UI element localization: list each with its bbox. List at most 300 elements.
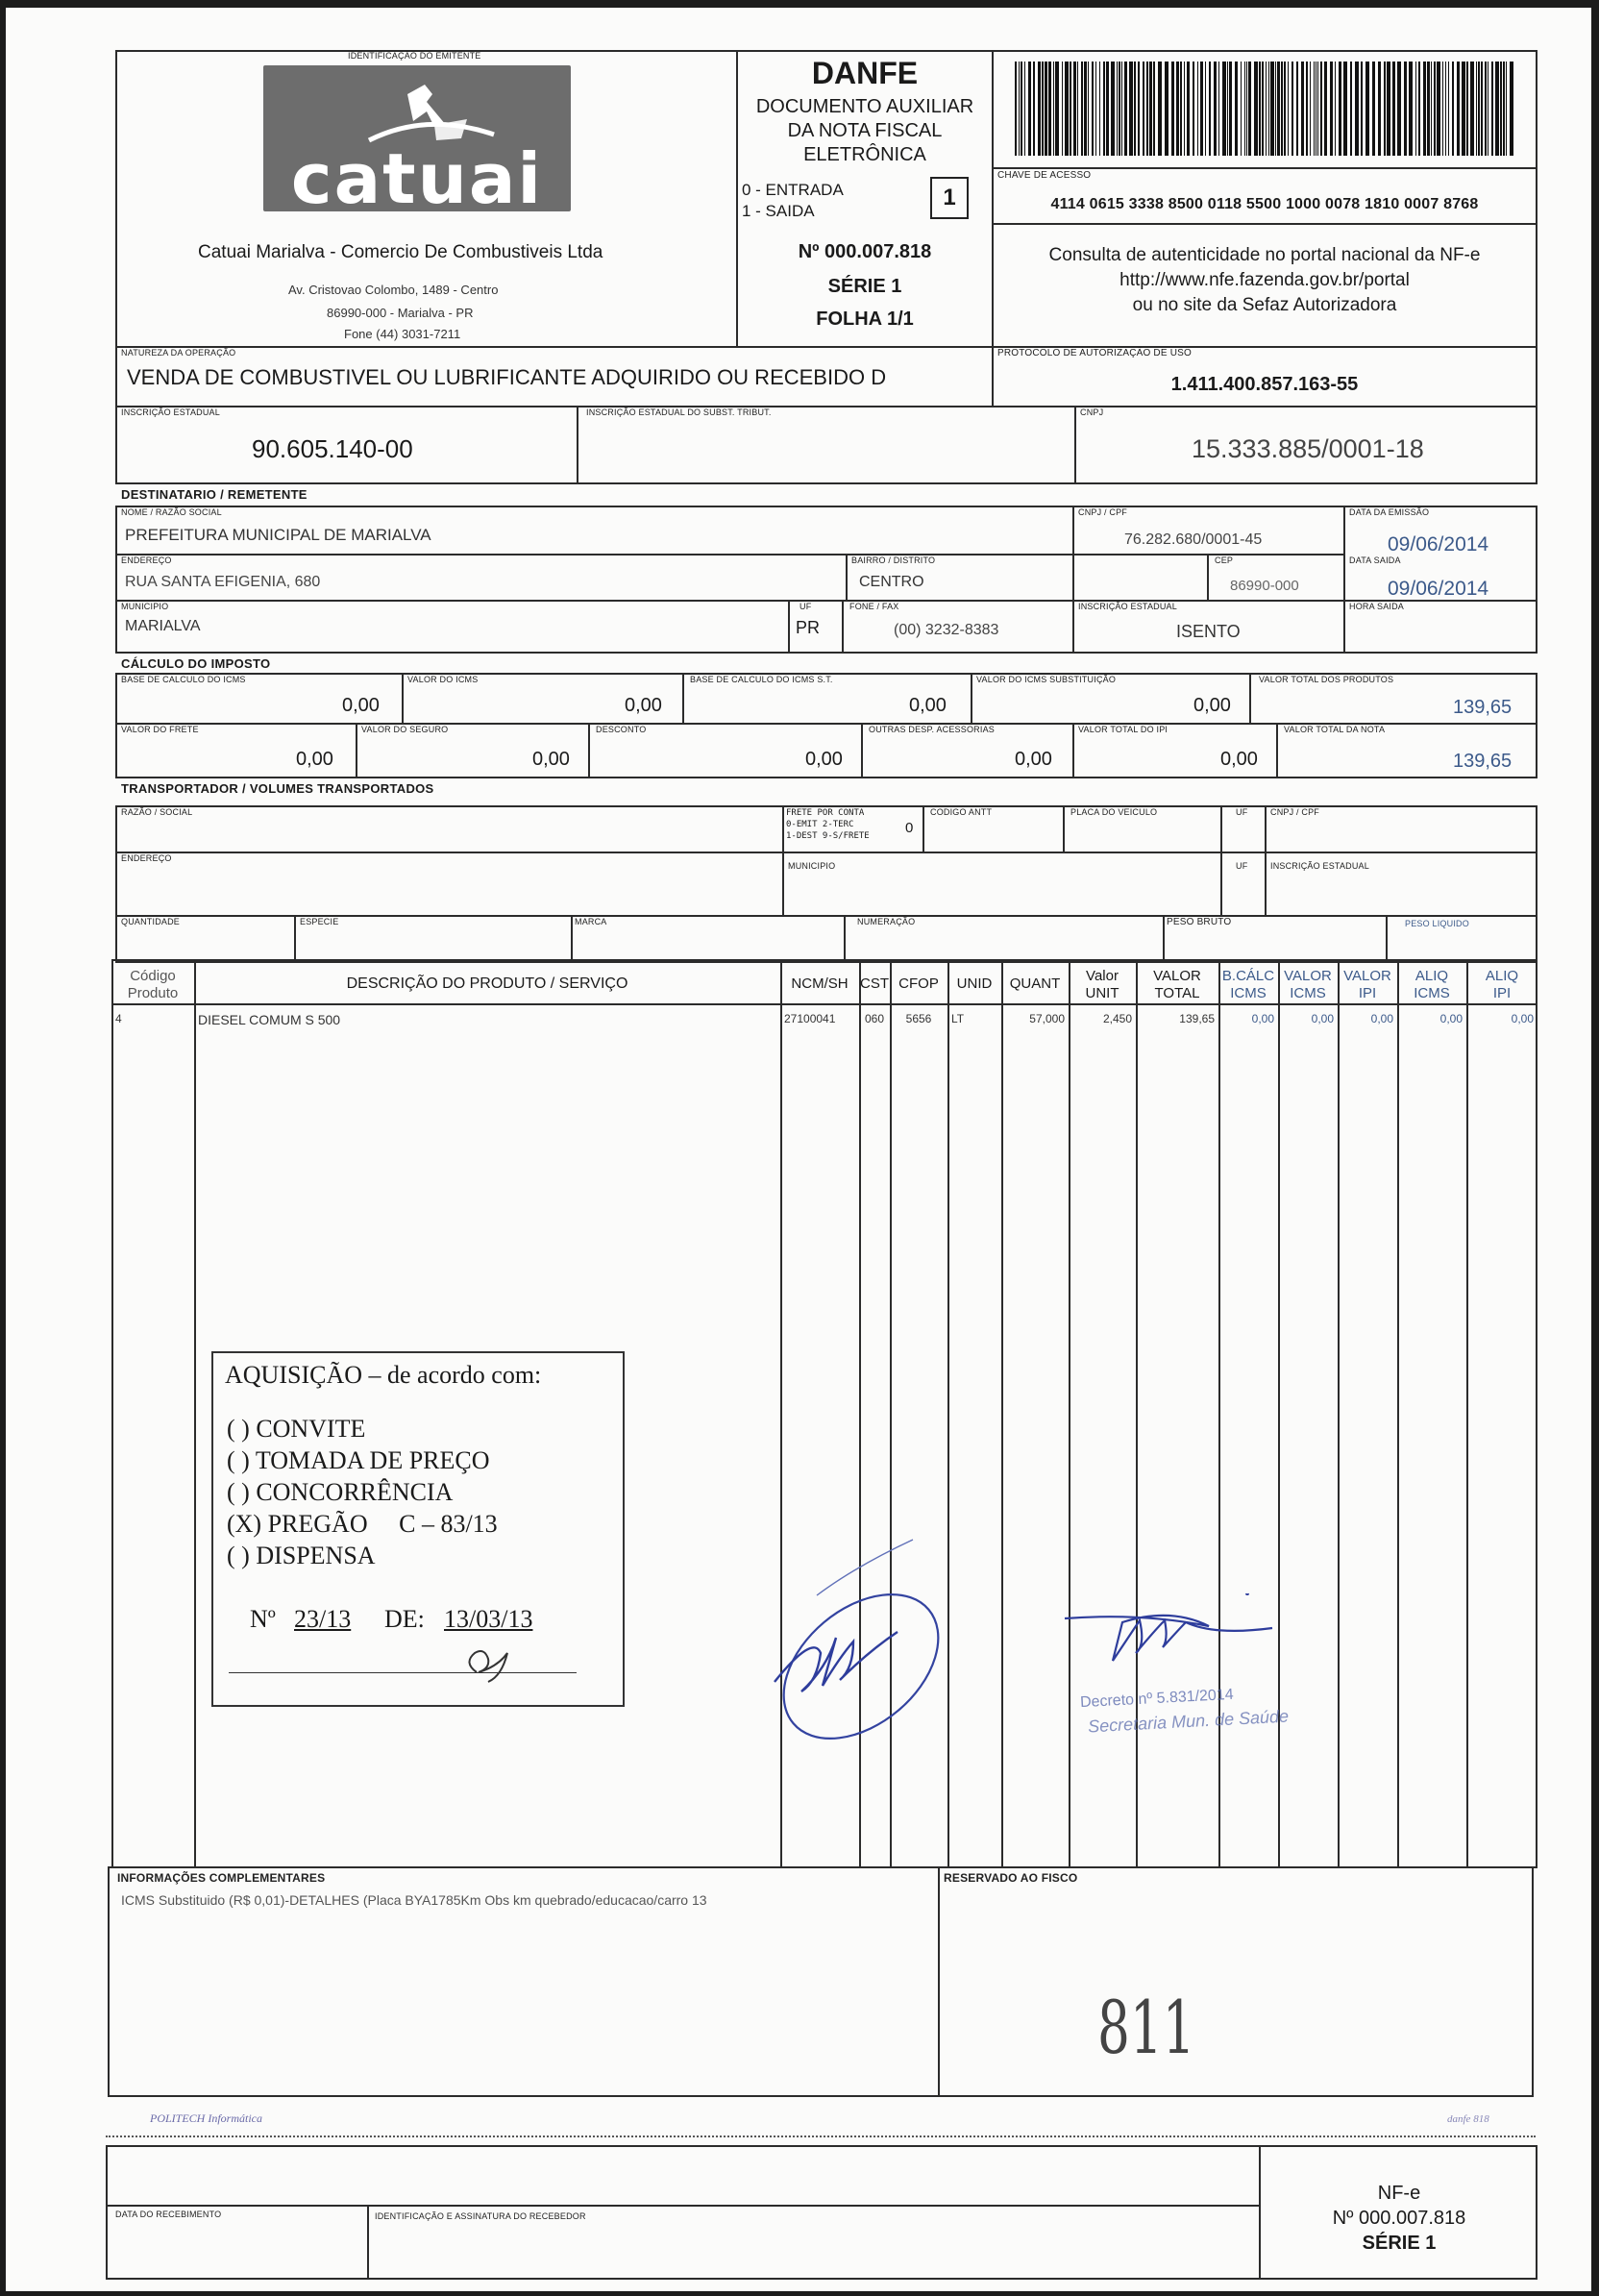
barcode-bar xyxy=(1387,62,1390,156)
barcode-bar xyxy=(1153,62,1155,156)
column-header-line2: ICMS xyxy=(1290,985,1326,1001)
column-header: Valor xyxy=(1086,968,1119,984)
dest-ie-value: ISENTO xyxy=(1176,622,1241,641)
dest-municipio-label: MUNICIPIO xyxy=(121,602,169,611)
cut-line xyxy=(106,2136,1536,2137)
nf-number: Nº 000.007.818 xyxy=(798,241,932,262)
consulta-line3: ou no site da Sefaz Autorizadora xyxy=(1132,295,1397,315)
barcode-bar xyxy=(1254,62,1258,156)
barcode-bar xyxy=(1205,62,1206,156)
dest-nome-value: PREFEITURA MUNICIPAL DE MARIALVA xyxy=(125,526,431,544)
barcode-bar xyxy=(1244,62,1245,156)
ie-label: INSCRIÇÃO ESTADUAL xyxy=(121,407,220,417)
emitter-cep-city: 86990-000 - Marialva - PR xyxy=(327,306,474,320)
peso-liq-label: PESO LIQUIDO xyxy=(1405,919,1469,928)
dest-uf-value: PR xyxy=(796,618,821,637)
barcode-bar xyxy=(1275,62,1276,156)
barcode-bar xyxy=(1048,62,1051,156)
table-cell: 2,450 xyxy=(1102,1012,1132,1025)
stamp-initials-signature xyxy=(448,1643,525,1691)
bc-st-label: BASE DE CALCULO DO ICMS S.T. xyxy=(690,675,833,684)
barcode-bar xyxy=(1466,62,1468,156)
barcode-bar xyxy=(1259,62,1261,156)
barcode-bar xyxy=(1187,62,1190,156)
column-header: CFOP xyxy=(898,975,939,992)
stamp-num-prefix: Nº xyxy=(250,1605,276,1633)
divider xyxy=(1072,506,1074,602)
antt-label: CODIGO ANTT xyxy=(930,807,993,817)
divider xyxy=(682,673,684,723)
barcode-bar xyxy=(1045,62,1047,156)
divider xyxy=(788,600,790,654)
dest-endereco-value: RUA SANTA EFIGENIA, 680 xyxy=(125,574,321,590)
fisco-label: RESERVADO AO FISCO xyxy=(944,1871,1078,1885)
barcode-bar xyxy=(1024,62,1025,156)
barcode-bar xyxy=(1149,62,1152,156)
table-cell: 0,00 xyxy=(1251,1012,1274,1025)
destinatario-title: DESTINATARIO / REMETENTE xyxy=(121,487,308,502)
barcode-bar xyxy=(1485,62,1487,156)
barcode-bar xyxy=(1361,62,1363,156)
barcode-bar xyxy=(1019,62,1020,156)
stamp-concorrencia: ( ) CONCORRÊNCIA xyxy=(227,1478,454,1506)
barcode-bar xyxy=(1404,62,1407,156)
logo-text: catuai xyxy=(290,138,544,211)
column-header: Código xyxy=(130,968,176,984)
divider xyxy=(571,915,573,963)
barcode-bar xyxy=(1462,62,1465,156)
placa-label: PLACA DO VEICULO xyxy=(1070,807,1158,817)
column-header: CST xyxy=(860,975,889,992)
column-header: ALIQ xyxy=(1485,968,1519,984)
divider xyxy=(992,167,1538,169)
danfe-sub3: ELETRÔNICA xyxy=(803,144,926,165)
barcode-bar xyxy=(1510,62,1513,156)
peso-bruto-label: PESO BRUTO xyxy=(1167,917,1232,927)
table-cell: 0,00 xyxy=(1511,1012,1534,1025)
barcode-bar xyxy=(1227,62,1228,156)
dest-ie-label: INSCRIÇÃO ESTADUAL xyxy=(1078,602,1177,611)
divider xyxy=(1220,805,1222,917)
barcode-bar xyxy=(1330,62,1333,156)
barcode-bar xyxy=(1146,62,1148,156)
barcode-bar xyxy=(1193,62,1194,156)
handwritten-signature xyxy=(740,1538,990,1759)
barcode-bar xyxy=(1418,62,1420,156)
ie-st-label: INSCRIÇÃO ESTADUAL DO SUBST. TRIBUT. xyxy=(586,407,772,417)
danfe-num-tag: danfe 818 xyxy=(1447,2113,1489,2125)
dest-bairro-label: BAIRRO / DISTRITO xyxy=(851,555,936,565)
column-header: QUANT xyxy=(1009,975,1061,992)
frete-value: 0,00 xyxy=(296,749,333,770)
barcode-bar xyxy=(1434,62,1436,156)
barcode-bar xyxy=(1222,62,1226,156)
barcode-bar xyxy=(1180,62,1182,156)
barcode-bar xyxy=(1117,62,1118,156)
transp-uf-label: UF xyxy=(1236,807,1248,817)
frete-conta-l3: 1-DEST 9-S/FRETE xyxy=(786,831,870,841)
barcode-bar xyxy=(1409,62,1413,156)
divider xyxy=(115,554,1345,555)
barcode-bar xyxy=(1038,62,1041,156)
dest-saida-label: DATA SAIDA xyxy=(1349,555,1401,565)
saida-label: 1 - SAIDA xyxy=(742,202,815,220)
dest-bairro-value: CENTRO xyxy=(859,574,924,590)
barcode-bar xyxy=(1427,62,1430,156)
table-cell: DIESEL COMUM S 500 xyxy=(198,1012,341,1027)
transp-cnpj-label: CNPJ / CPF xyxy=(1270,807,1320,817)
dest-nome-label: NOME / RAZÃO SOCIAL xyxy=(121,507,222,517)
barcode-bar xyxy=(1306,62,1308,156)
column-divider xyxy=(1001,959,1003,1868)
table-cell: 5656 xyxy=(905,1012,932,1025)
v-prod-value: 139,65 xyxy=(1453,697,1513,718)
stamp-title: AQUISIÇÃO – de acordo com: xyxy=(225,1361,542,1389)
column-divider xyxy=(1397,959,1399,1868)
stamp-date: 13/03/13 xyxy=(444,1605,533,1633)
divider xyxy=(992,223,1538,225)
table-cell: 0,00 xyxy=(1311,1012,1334,1025)
barcode-bar xyxy=(1314,62,1315,156)
ie-value: 90.605.140-00 xyxy=(252,434,413,463)
barcode-bar xyxy=(1431,62,1432,156)
transp-endereco-label: ENDEREÇO xyxy=(121,853,172,863)
barcode-bar xyxy=(1476,62,1477,156)
barcode-bar xyxy=(1081,62,1083,156)
cnpj-label: CNPJ xyxy=(1080,407,1104,417)
v-icms-value: 0,00 xyxy=(625,695,662,716)
barcode-bar xyxy=(1200,62,1203,156)
stamp-pregao: (X) PREGÃO C – 83/13 xyxy=(227,1510,498,1538)
barcode-bar xyxy=(1448,62,1449,156)
table-cell: 57,000 xyxy=(1029,1012,1065,1025)
canhoto-serie: SÉRIE 1 xyxy=(1362,2233,1437,2254)
v-st-value: 0,00 xyxy=(1193,695,1231,716)
fisco-box xyxy=(938,1866,1534,2097)
column-header: VALOR xyxy=(1153,968,1201,984)
table-cell: 27100041 xyxy=(784,1012,836,1025)
barcode-bar xyxy=(1095,62,1096,156)
barcode-bar xyxy=(1491,62,1493,156)
barcode-bar xyxy=(1143,62,1144,156)
barcode-bar xyxy=(1248,62,1251,156)
divider xyxy=(971,673,972,723)
dest-cep-label: CEP xyxy=(1215,555,1234,565)
emitter-address: Av. Cristovao Colombo, 1489 - Centro xyxy=(288,283,499,297)
data-receb-label: DATA DO RECEBIMENTO xyxy=(115,2210,222,2219)
table-cell: 0,00 xyxy=(1439,1012,1463,1025)
transp-uf2-label: UF xyxy=(1236,861,1248,871)
cnpj-value: 15.333.885/0001-18 xyxy=(1192,434,1424,463)
table-cell: 0,00 xyxy=(1370,1012,1393,1025)
barcode-icon xyxy=(1015,62,1514,156)
dest-emissao-value: 09/06/2014 xyxy=(1388,533,1489,555)
barcode-bar xyxy=(1021,62,1022,156)
barcode-bar xyxy=(1124,62,1127,156)
divider xyxy=(1386,915,1388,963)
divider xyxy=(115,852,1538,853)
canhoto-nfe: NF-e xyxy=(1377,2183,1421,2204)
divider xyxy=(111,1003,1538,1005)
divider xyxy=(846,554,848,600)
barcode-bar xyxy=(1343,62,1347,156)
barcode-bar xyxy=(1088,62,1089,156)
column-header-line2: ICMS xyxy=(1414,985,1450,1001)
divider xyxy=(922,805,924,852)
dest-cep-value: 86990-000 xyxy=(1230,578,1299,594)
barcode-bar xyxy=(1171,62,1174,156)
barcode-bar xyxy=(1335,62,1336,156)
natureza-label: NATUREZA DA OPERAÇÃO xyxy=(121,348,236,358)
barcode-bar xyxy=(1229,62,1232,156)
barcode-bar xyxy=(1119,62,1120,156)
dest-uf-label: UF xyxy=(800,602,812,611)
table-cell: LT xyxy=(951,1012,965,1025)
v-icms-label: VALOR DO ICMS xyxy=(407,675,479,684)
barcode-bar xyxy=(1284,62,1286,156)
barcode-bar xyxy=(1176,62,1179,156)
divider xyxy=(844,915,846,963)
barcode-bar xyxy=(1129,62,1133,156)
especie-label: ESPECIE xyxy=(300,917,339,926)
barcode-bar xyxy=(1277,62,1280,156)
table-cell: 060 xyxy=(864,1012,885,1025)
barcode-bar xyxy=(1073,62,1076,156)
barcode-bar xyxy=(1062,62,1063,156)
divider xyxy=(842,600,844,654)
barcode-bar xyxy=(1053,62,1054,156)
bc-icms-value: 0,00 xyxy=(342,695,380,716)
column-header-line2: IPI xyxy=(1492,985,1512,1001)
barcode-bar xyxy=(1209,62,1211,156)
stamp-tomada: ( ) TOMADA DE PREÇO xyxy=(227,1446,490,1474)
barcode-bar xyxy=(1442,62,1443,156)
consulta-line1: Consulta de autenticidade no portal nacional da NF-e xyxy=(1048,245,1481,265)
barcode-bar xyxy=(1262,62,1264,156)
barcode-bar xyxy=(1500,62,1502,156)
divider xyxy=(861,723,863,778)
desconto-value: 0,00 xyxy=(805,749,843,770)
divider xyxy=(1249,673,1251,723)
fisco-handwritten: 811 xyxy=(1097,1985,1195,2070)
barcode-bar xyxy=(1310,62,1311,156)
transporte-title: TRANSPORTADOR / VOLUMES TRANSPORTADOS xyxy=(121,781,434,796)
ident-receb-label: IDENTIFICAÇÃO E ASSINATURA DO RECEBEDOR xyxy=(375,2211,586,2221)
danfe-sub2: DA NOTA FISCAL xyxy=(787,120,943,141)
barcode-bar xyxy=(1478,62,1480,156)
barcode-bar xyxy=(1292,62,1293,156)
barcode-bar xyxy=(1065,62,1069,156)
seguro-value: 0,00 xyxy=(532,749,570,770)
info-title: INFORMAÇÕES COMPLEMENTARES xyxy=(117,1871,326,1885)
stamp-dispensa: ( ) DISPENSA xyxy=(227,1542,376,1569)
barcode-bar xyxy=(1184,62,1185,156)
ie-st-box xyxy=(577,406,1076,484)
divider xyxy=(1265,805,1267,917)
divider xyxy=(367,2205,369,2280)
divider xyxy=(1276,723,1278,778)
divider xyxy=(402,673,404,723)
barcode-bar xyxy=(1384,62,1386,156)
protocolo-value: 1.411.400.857.163-55 xyxy=(1170,374,1359,395)
stamp-num: 23/13 xyxy=(294,1605,352,1633)
column-header: B.CÁLC xyxy=(1221,968,1275,984)
v-st-label: VALOR DO ICMS SUBSTITUIÇÃO xyxy=(976,675,1117,684)
consulta-line2: http://www.nfe.fazenda.gov.br/portal xyxy=(1119,270,1410,290)
tipo-value: 1 xyxy=(943,185,956,210)
ipi-value: 0,00 xyxy=(1220,749,1258,770)
divider xyxy=(1343,506,1345,654)
nf-folha: FOLHA 1/1 xyxy=(816,309,914,330)
barcode-bar xyxy=(1288,62,1289,156)
barcode-bar xyxy=(1350,62,1352,156)
dest-cnpj-value: 76.282.680/0001-45 xyxy=(1124,531,1263,548)
ipi-label: VALOR TOTAL DO IPI xyxy=(1078,725,1168,734)
v-prod-label: VALOR TOTAL DOS PRODUTOS xyxy=(1259,675,1394,684)
column-header-line2: ICMS xyxy=(1230,985,1267,1001)
secretaria-stamp-l1: Decreto nº 5.831/2014 xyxy=(1079,1686,1235,1712)
barcode-bar xyxy=(1503,62,1505,156)
emitter-name: Catuai Marialva - Comercio De Combustiveis Ltda xyxy=(198,242,603,262)
barcode-bar xyxy=(1092,62,1094,156)
outras-value: 0,00 xyxy=(1015,749,1052,770)
barcode-bar xyxy=(1106,62,1109,156)
column-divider xyxy=(194,959,196,1868)
barcode-bar xyxy=(1423,62,1426,156)
stamp-convite: ( ) CONVITE xyxy=(227,1415,366,1443)
barcode-bar xyxy=(1281,62,1283,156)
column-header: DESCRIÇÃO DO PRODUTO / SERVIÇO xyxy=(346,975,628,992)
barcode-bar xyxy=(1077,62,1078,156)
barcode-bar xyxy=(1452,62,1454,156)
barcode-bar xyxy=(1055,62,1059,156)
danfe-title: DANFE xyxy=(811,56,919,90)
numeracao-label: NUMERAÇÃO xyxy=(857,917,916,926)
transp-razao-label: RAZÃO / SOCIAL xyxy=(121,807,193,817)
column-divider xyxy=(1278,959,1280,1868)
column-header: VALOR xyxy=(1343,968,1391,984)
barcode-bar xyxy=(1365,62,1369,156)
barcode-bar xyxy=(1042,62,1044,156)
column-divider xyxy=(1466,959,1468,1868)
info-text: ICMS Substituido (R$ 0,01)-DETALHES (Placa BYA1785Km Obs km quebrado/educacao/carro 13 xyxy=(121,1892,707,1908)
canhoto-numero: Nº 000.007.818 xyxy=(1332,2208,1466,2229)
barcode-bar xyxy=(1270,62,1274,156)
transp-municipio-label: MUNICIPIO xyxy=(788,861,836,871)
barcode-bar xyxy=(1138,62,1140,156)
dest-fone-value: (00) 3232-8383 xyxy=(894,622,999,638)
nf-serie: SÉRIE 1 xyxy=(827,276,902,297)
barcode-bar xyxy=(1339,62,1341,156)
column-header: ALIQ xyxy=(1414,968,1449,984)
column-header: VALOR xyxy=(1284,968,1332,984)
barcode-bar xyxy=(1197,62,1198,156)
divider xyxy=(106,2205,1261,2207)
dest-endereco-label: ENDEREÇO xyxy=(121,555,172,565)
frete-conta-l2: 0-EMIT 2-TERC xyxy=(786,820,854,829)
chave-value: 4114 0615 3338 8500 0118 5500 1000 0078 1810 0007 8768 xyxy=(1050,196,1479,212)
barcode-bar xyxy=(1397,62,1401,156)
dest-cnpj-label: CNPJ / CPF xyxy=(1078,507,1128,517)
frete-conta-value: 0 xyxy=(905,820,914,836)
divider xyxy=(782,805,784,917)
barcode-bar xyxy=(1470,62,1474,156)
barcode-bar xyxy=(1218,62,1219,156)
barcode-bar xyxy=(1355,62,1359,156)
barcode-bar xyxy=(1033,62,1035,156)
barcode-bar xyxy=(1214,62,1217,156)
bc-icms-label: BASE DE CALCULO DO ICMS xyxy=(121,675,246,684)
barcode-bar xyxy=(1506,62,1507,156)
divider xyxy=(115,600,1538,602)
barcode-bar xyxy=(1084,62,1087,156)
v-nota-value: 139,65 xyxy=(1453,751,1513,772)
barcode-bar xyxy=(1099,62,1100,156)
natureza-value: VENDA DE COMBUSTIVEL OU LUBRIFICANTE ADQUIRIDO OU RECEBIDO D xyxy=(127,365,887,389)
dest-municipio-value: MARIALVA xyxy=(125,618,201,634)
column-header-line2: Produto xyxy=(127,985,179,1001)
dest-fone-label: FONE / FAX xyxy=(849,602,899,611)
table-cell: 139,65 xyxy=(1179,1012,1215,1025)
frete-label: VALOR DO FRETE xyxy=(121,725,199,734)
barcode-bar xyxy=(1134,62,1136,156)
barcode-bar xyxy=(1158,62,1162,156)
barcode-bar xyxy=(1165,62,1168,156)
barcode-bar xyxy=(1015,62,1017,156)
software-credit: POLITECH Informática xyxy=(150,2111,262,2125)
barcode-bar xyxy=(1103,62,1105,156)
divider xyxy=(588,723,590,778)
barcode-bar xyxy=(1296,62,1298,156)
emitter-phone: Fone (44) 3031-7211 xyxy=(344,327,461,341)
divider xyxy=(1072,723,1074,778)
barcode-bar xyxy=(1392,62,1395,156)
barcode-bar xyxy=(1481,62,1483,156)
desconto-label: DESCONTO xyxy=(596,725,647,734)
barcode-bar xyxy=(1028,62,1031,156)
barcode-bar xyxy=(1317,62,1318,156)
column-header-line2: UNIT xyxy=(1085,985,1119,1001)
imposto-title: CÁLCULO DO IMPOSTO xyxy=(121,656,271,671)
qtd-label: QUANTIDADE xyxy=(121,917,181,926)
column-header-line2: IPI xyxy=(1358,985,1377,1001)
column-divider xyxy=(1338,959,1340,1868)
dest-saida-value: 09/06/2014 xyxy=(1388,578,1489,600)
frete-conta-l1: FRETE POR CONTA xyxy=(786,808,865,818)
column-divider xyxy=(1218,959,1220,1868)
barcode-bar xyxy=(1268,62,1269,156)
entrada-label: 0 - ENTRADA xyxy=(742,181,844,199)
divider xyxy=(1072,600,1074,654)
column-header: NCM/SH xyxy=(791,975,849,992)
danfe-sub1: DOCUMENTO AUXILIAR xyxy=(755,96,974,117)
v-nota-label: VALOR TOTAL DA NOTA xyxy=(1284,725,1386,734)
barcode-bar xyxy=(1266,62,1267,156)
dest-hora-label: HORA SAIDA xyxy=(1349,602,1405,611)
divider xyxy=(1163,915,1165,963)
barcode-bar xyxy=(1437,62,1440,156)
barcode-bar xyxy=(1324,62,1327,156)
divider xyxy=(1207,554,1209,600)
barcode-bar xyxy=(1372,62,1375,156)
divider xyxy=(294,915,296,963)
emitter-id-label: IDENTIFICAÇÃO DO EMITENTE xyxy=(348,51,481,61)
barcode-bar xyxy=(1378,62,1381,156)
seguro-label: VALOR DO SEGURO xyxy=(361,725,449,734)
barcode-bar xyxy=(1235,62,1238,156)
divider xyxy=(1063,805,1065,852)
marca-label: MARCA xyxy=(575,917,607,926)
